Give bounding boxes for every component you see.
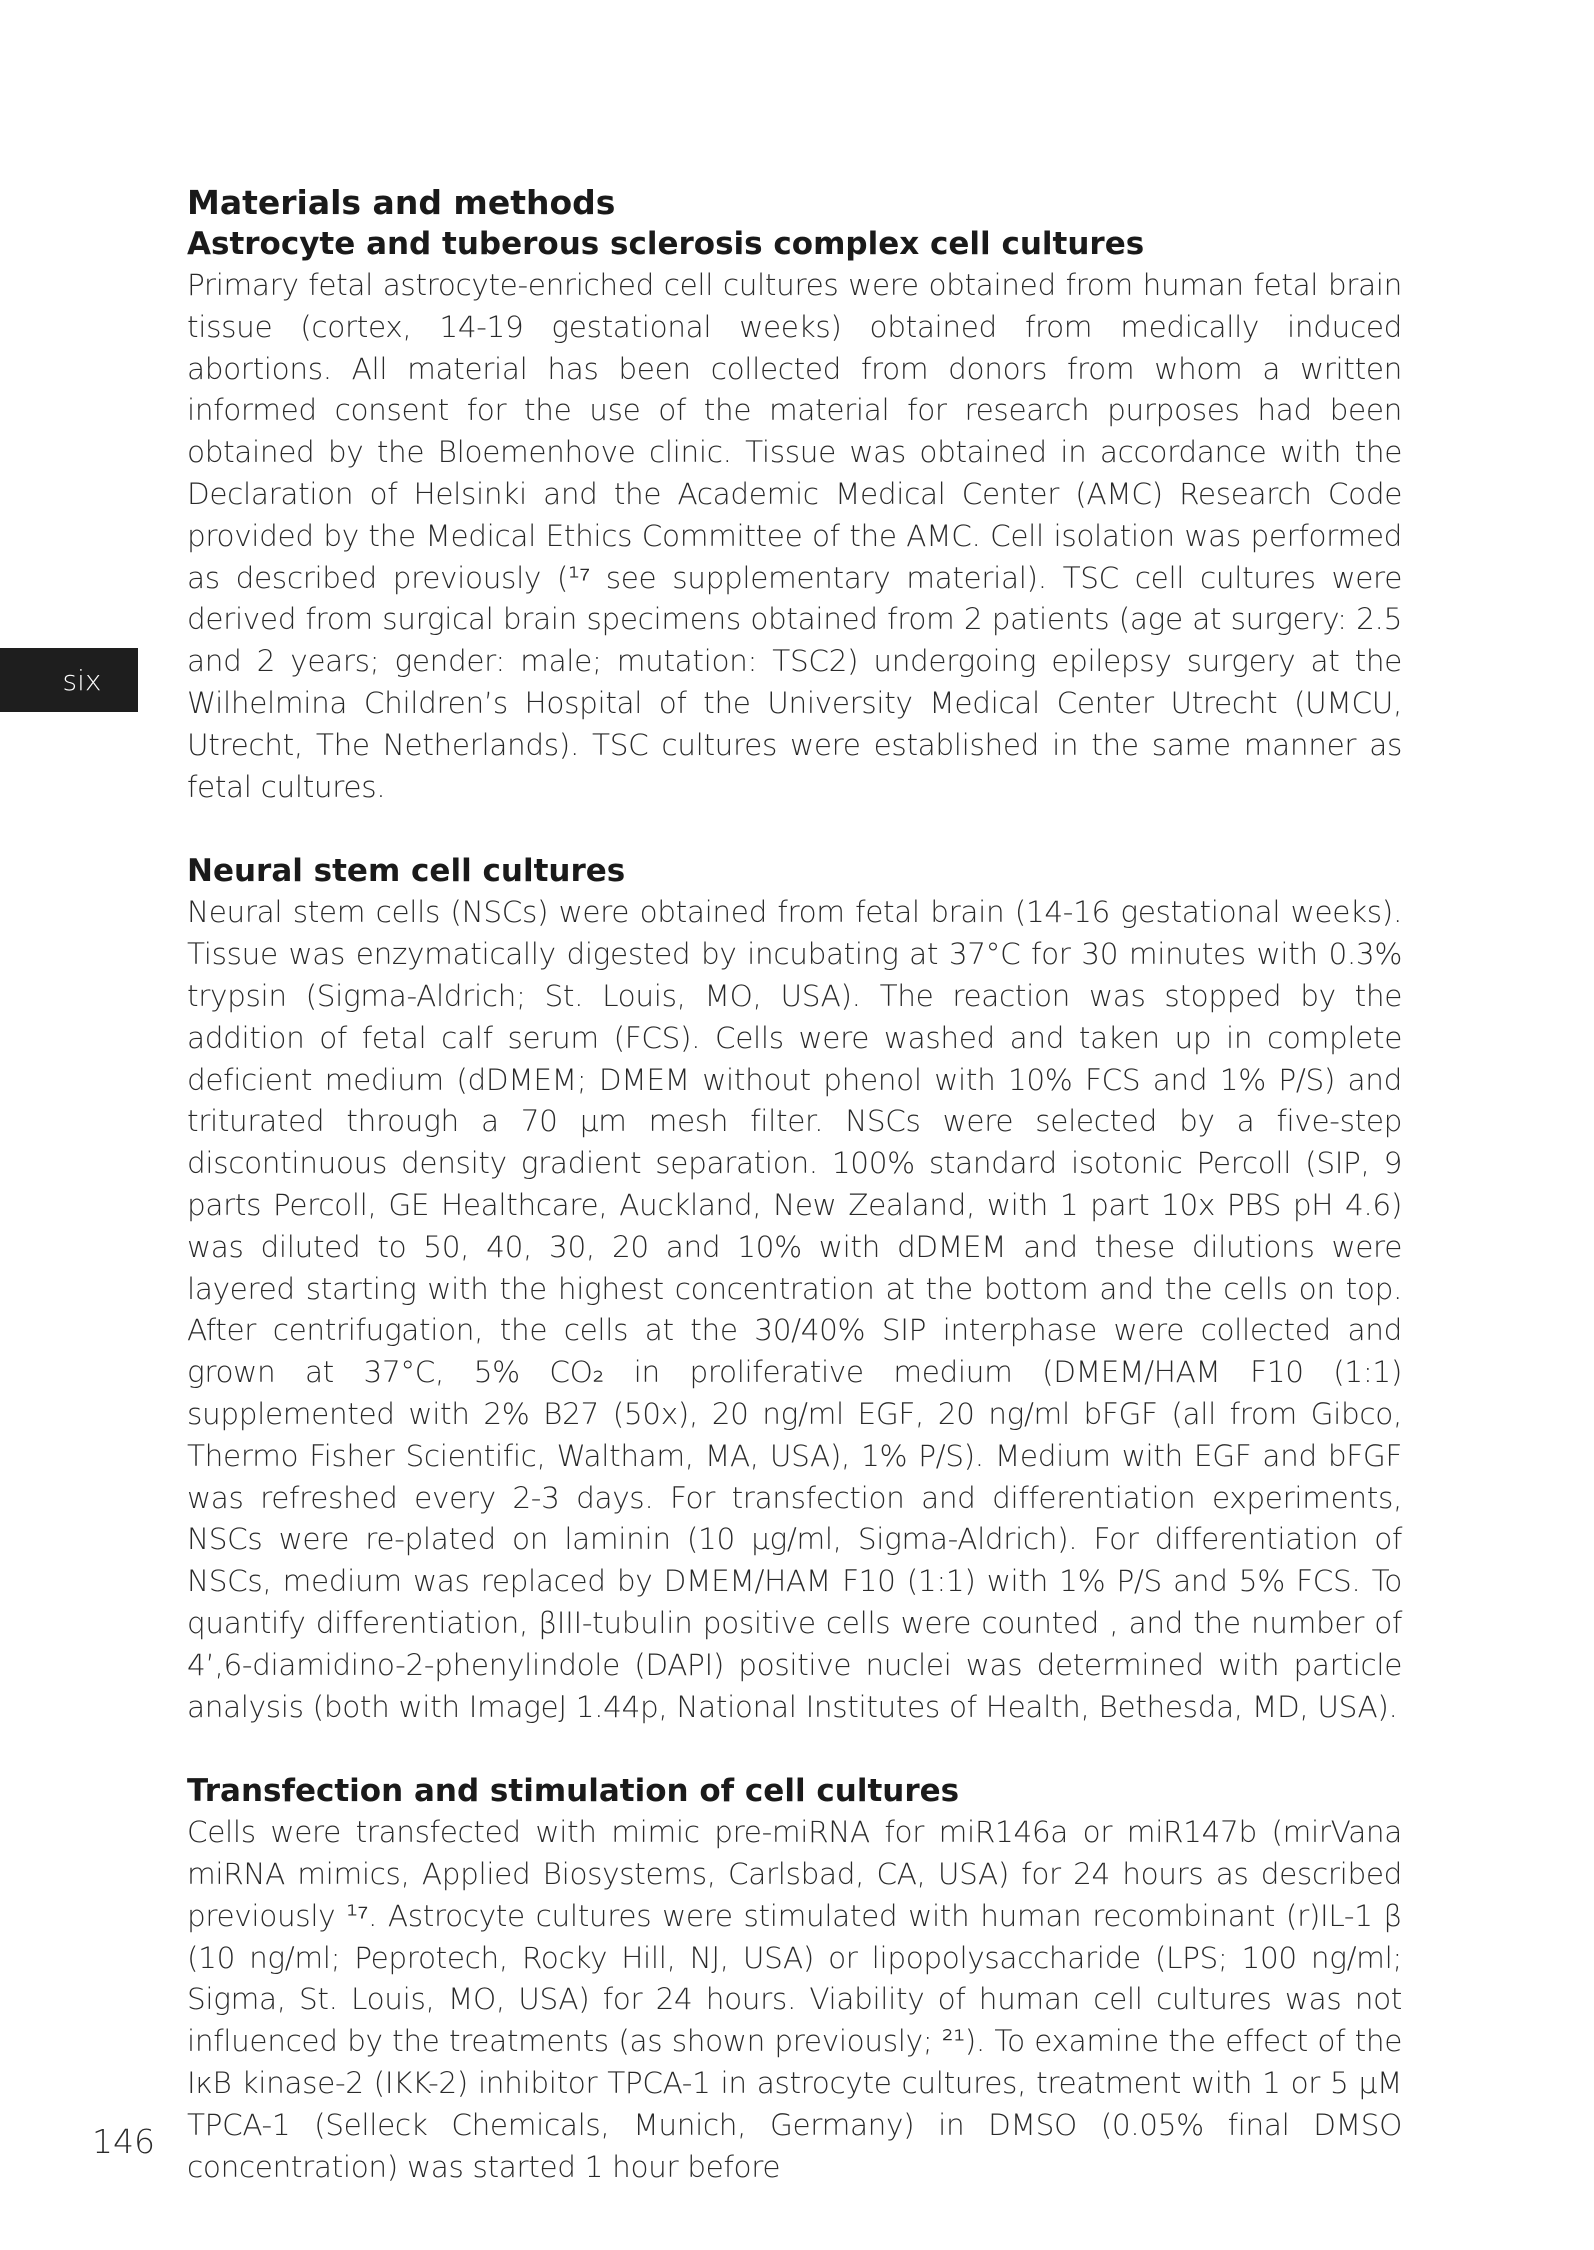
page-content: [187, 183, 1402, 2188]
astrocyte-subsection-title: Astrocyte and tuberous sclerosis complex cell cultures: [187, 226, 1145, 262]
chapter-side-tab: [0, 648, 138, 712]
section-title: Materials and methods: [187, 183, 616, 222]
paragraph-gap: [187, 808, 1402, 850]
page-number: 146: [92, 2122, 155, 2161]
astrocyte-paragraph: Primary fetal astrocyte-enriched cell cultures were obtained from human fetal brain tissue (cortex, 14-19 gestational weeks) obtained from medically induced abortions. All material has been collected from donors from whom a written informed consent for the use of the material for research purposes had been obtained by the Bloemenhove clinic. Tissue was obtained in accordance with the Declaration of Helsinki and the Academic Medical Center (AMC) Research Code provided by the Medical Ethics Committee of the AMC. Cell isolation was performed as described previously (¹⁷ see supplementary material). TSC cell cultures were derived from surgical brain specimens obtained from 2 patients (age at surgery: 2.5 and 2 years; gender: male; mutation: TSC2) undergoing epilepsy surgery at the Wilhelmina Children’s Hospital of the University Medical Center Utrecht (UMCU, Utrecht, The Netherlands). TSC cultures were established in the same manner as fetal cultures.: [187, 268, 1402, 804]
nsc-subsection-title: Neural stem cell cultures: [187, 853, 626, 890]
transfection-subsection-title: Transfection and stimulation of cell cultures: [187, 1773, 960, 1810]
transfection-paragraph: Cells were transfected with mimic pre-miRNA for miR146a or miR147b (mirVana miRNA mimics, Applied Biosystems, Carlsbad, CA, USA) for 24 hours as described previously ¹⁷. Astrocyte cultures were stimulated with human recombinant (r)IL-1 β (10 ng/ml; Peprotech, Rocky Hill, NJ, USA) or lipopolysaccharide (LPS; 100 ng/ml; Sigma, St. Louis, MO, USA) for 24 hours. Viability of human cell cultures was not influenced by the treatments (as shown previously; ²¹). To examine the effect of the IκB kinase-2 (IKK-2) inhibitor TPCA-1 in astrocyte cultures, treatment with 1 or 5 µM TPCA-1 (Selleck Chemicals, Munich, Germany) in DMSO (0.05% final DMSO concentration) was started 1 hour before: [187, 1815, 1402, 2184]
chapter-label: six: [62, 663, 102, 697]
paragraph-gap: [187, 1728, 1402, 1770]
nsc-paragraph: Neural stem cells (NSCs) were obtained from fetal brain (14-16 gestational weeks). Tissue was enzymatically digested by incubating at 37°C for 30 minutes with 0.3% trypsin (Sigma-Aldrich; St. Louis, MO, USA). The reaction was stopped by the addition of fetal calf serum (FCS). Cells were washed and taken up in complete deficient medium (dDMEM; DMEM without phenol with 10% FCS and 1% P/S) and triturated through a 70 µm mesh filter. NSCs were selected by a five-step discontinuous density gradient separation. 100% standard isotonic Percoll (SIP, 9 parts Percoll, GE Healthcare, Auckland, New Zealand, with 1 part 10x PBS pH 4.6) was diluted to 50, 40, 30, 20 and 10% with dDMEM and these dilutions were layered starting with the highest concentration at the bottom and the cells on top. After centrifugation, the cells at the 30/40% SIP interphase were collected and grown at 37°C, 5% CO₂ in proliferative medium (DMEM/HAM F10 (1:1) supplemented with 2% B27 (50x), 20 ng/ml EGF, 20 ng/ml bFGF (all from Gibco, Thermo Fisher Scientific, Waltham, MA, USA), 1% P/S). Medium with EGF and bFGF was refreshed every 2-3 days. For transfection and differentiation experiments, NSCs were re-plated on laminin (10 µg/ml, Sigma-Aldrich). For differentiation of NSCs, medium was replaced by DMEM/HAM F10 (1:1) with 1% P/S and 5% FCS. To quantify differentiation, βIII-tubulin positive cells were counted , and the number of 4’,6-diamidino-2-phenylindole (DAPI) positive nuclei was determined with particle analysis (both with ImageJ 1.44p, National Institutes of Health, Bethesda, MD, USA).: [187, 895, 1402, 1724]
